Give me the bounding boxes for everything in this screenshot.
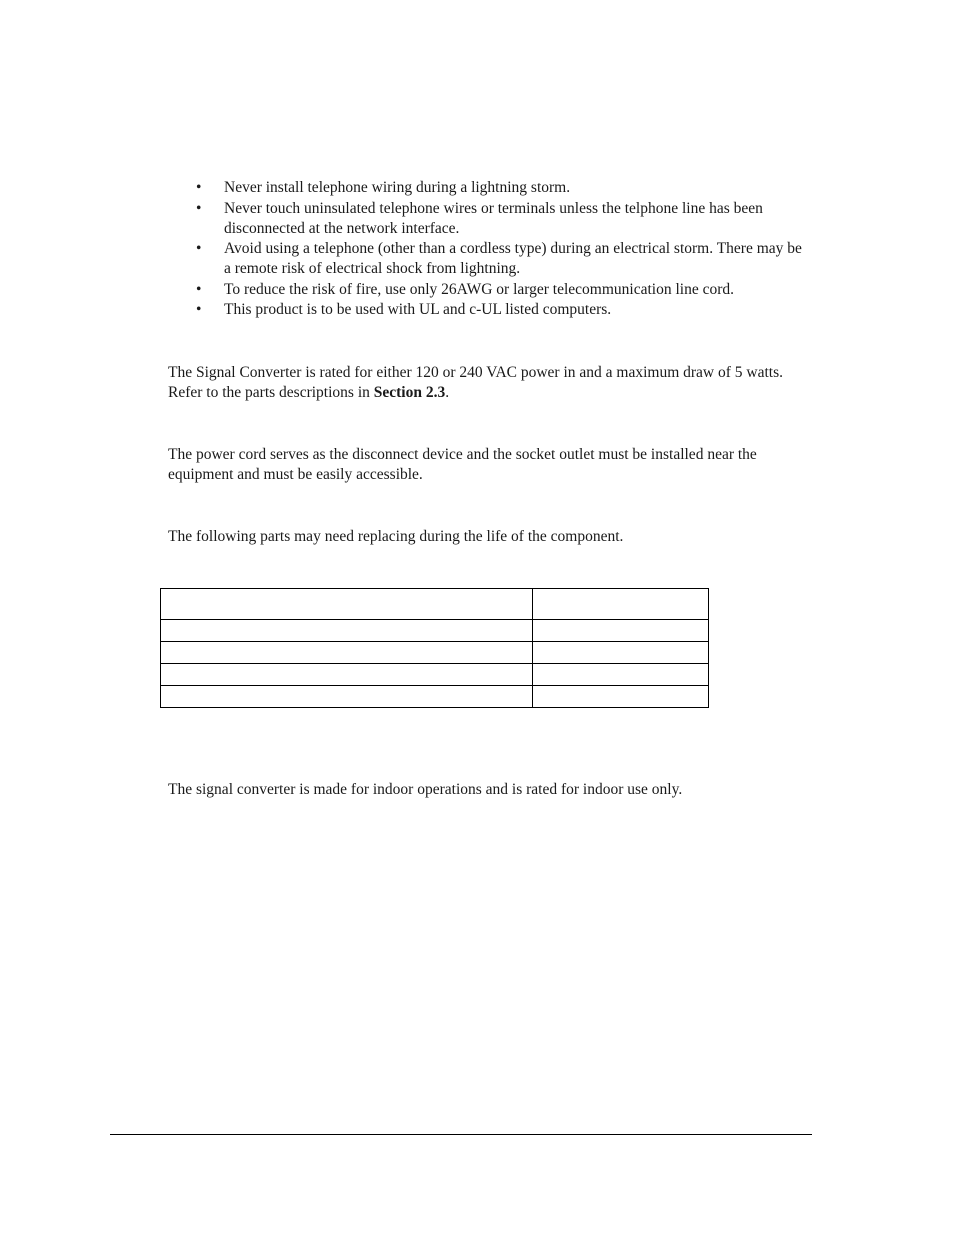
section-reference: Section 2.3 xyxy=(373,384,446,401)
safety-bullet-list xyxy=(168,178,808,321)
replaceable-parts-paragraph: The following parts may need replacing during the life of the component. xyxy=(168,528,624,545)
table-cell xyxy=(533,620,709,642)
table-cell xyxy=(161,620,533,642)
table-row xyxy=(161,642,709,664)
power-rating-text: The Signal Converter is rated for either 120 or 240 VAC power in and a maximum draw of 5 watts. Refer to the parts descriptions in xyxy=(168,364,783,401)
table-row xyxy=(161,686,709,708)
table-row xyxy=(161,664,709,686)
replaceable-parts-table xyxy=(160,588,709,708)
table-cell xyxy=(533,642,709,664)
table-cell xyxy=(161,664,533,686)
safety-bullet-item: • Never install telephone wiring during a lightning storm. xyxy=(168,178,808,198)
table-row xyxy=(161,620,709,642)
table-cell xyxy=(161,686,533,708)
disconnect-device-paragraph: The power cord serves as the disconnect device and the socket outlet must be installed near the equipment and must be easily accessible. xyxy=(168,446,757,483)
table-cell xyxy=(533,686,709,708)
power-rating-paragraph xyxy=(168,363,813,403)
table-cell xyxy=(533,664,709,686)
table-cell xyxy=(161,642,533,664)
safety-bullet-item: • To reduce the risk of fire, use only 26AWG or larger telecommunication line cord. xyxy=(168,280,808,300)
safety-bullet-item: • Never touch uninsulated telephone wires or terminals unless the telphone line has been disconnected at the network interface. xyxy=(168,199,808,239)
safety-bullet-item: • This product is to be used with UL and c-UL listed computers. xyxy=(168,300,808,320)
safety-bullet-item: • Avoid using a telephone (other than a cordless type) during an electrical storm. There may be a remote risk of electrical shock from lightning. xyxy=(168,239,808,279)
table-header-row xyxy=(161,589,709,620)
footer-divider xyxy=(110,1134,812,1135)
power-rating-text-end: . xyxy=(445,384,450,401)
table-cell xyxy=(533,589,709,620)
table-cell xyxy=(161,589,533,620)
indoor-use-paragraph: The signal converter is made for indoor operations and is rated for indoor use only. xyxy=(168,781,683,798)
